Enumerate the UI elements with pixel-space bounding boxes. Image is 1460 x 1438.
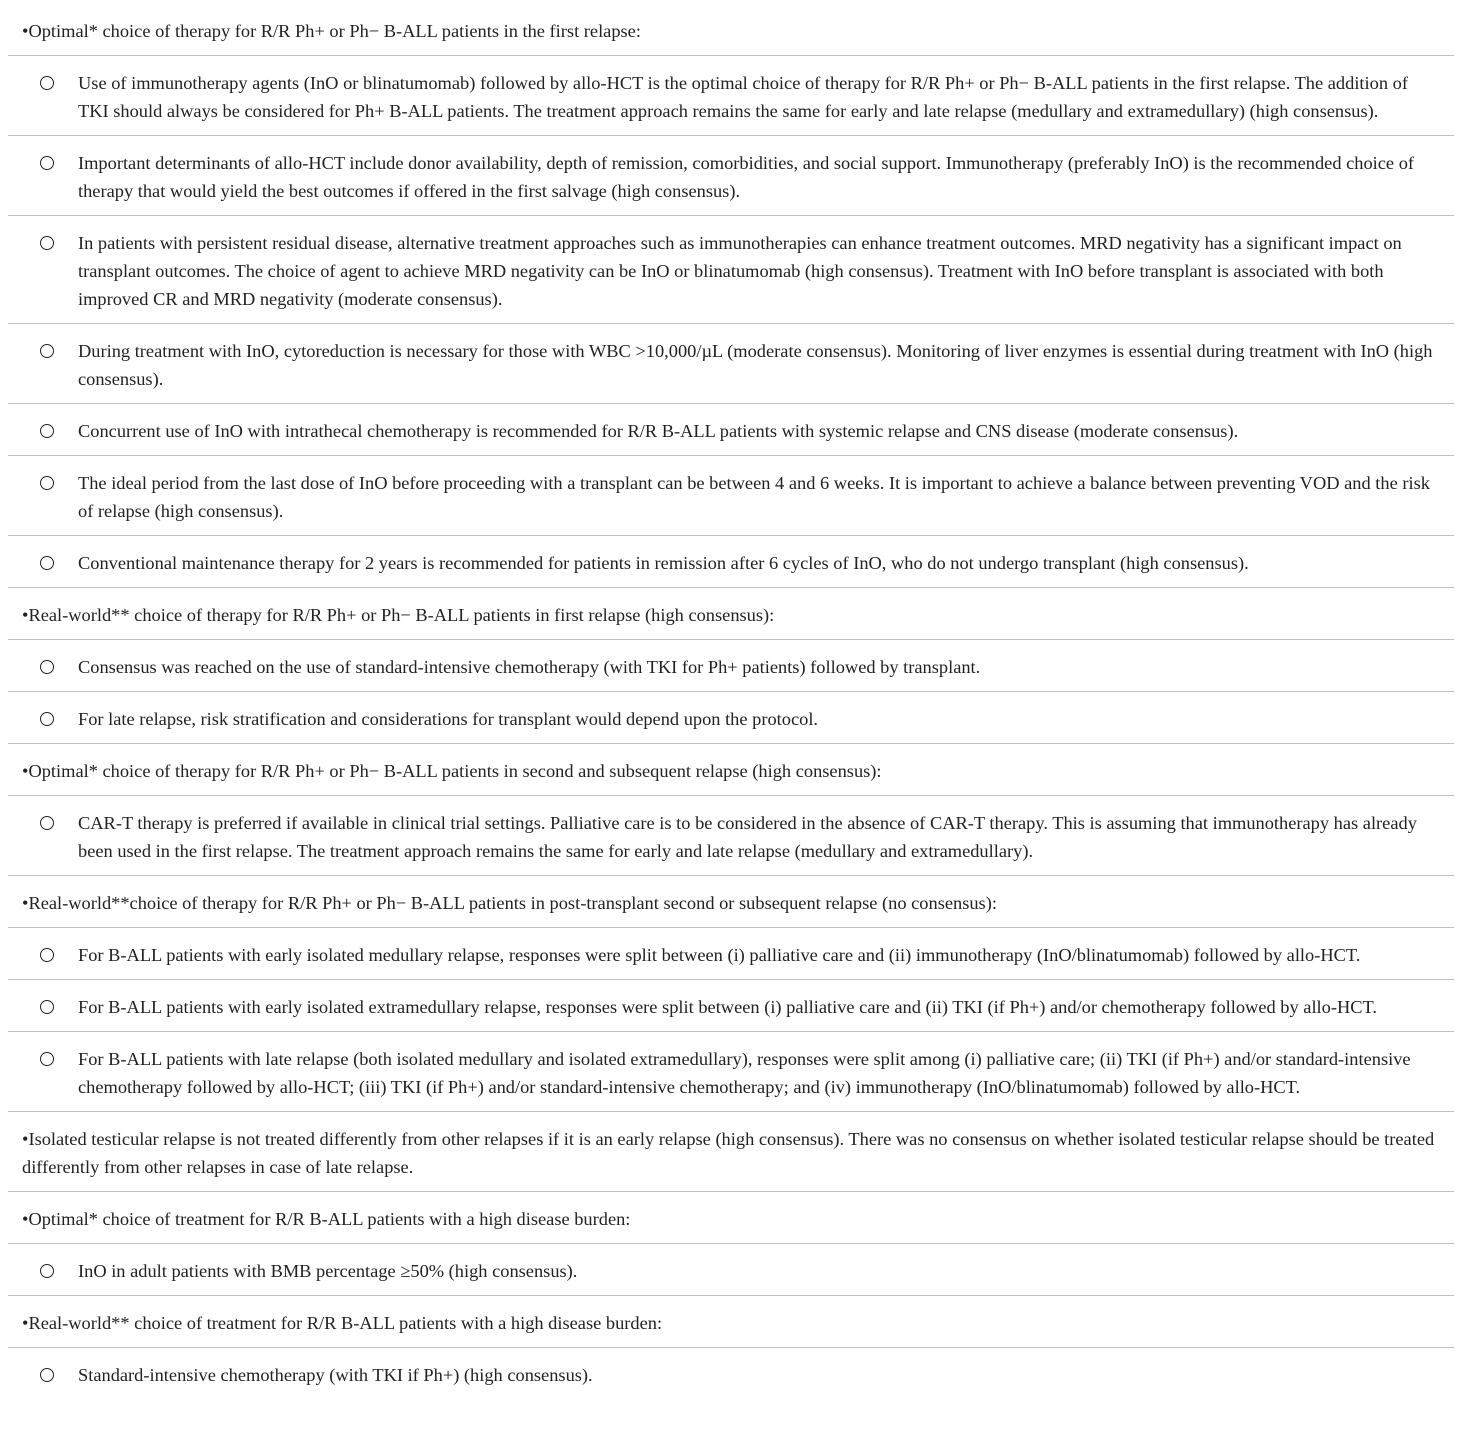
recommendation-text: Consensus was reached on the use of standard-intensive chemotherapy (with TKI for Ph+ patients) followed by transplant. [78,657,981,677]
recommendation-item-row [8,456,1454,536]
section-heading-text: •Optimal* choice of treatment for R/R B-ALL patients with a high disease burden: [22,1209,631,1229]
circle-bullet-icon [40,712,54,726]
recommendation-item-row [8,216,1454,324]
section-heading-text: •Real-world** choice of therapy for R/R Ph+ or Ph− B-ALL patients in first relapse (high consensus): [22,605,775,625]
recommendation-text: For B-ALL patients with early isolated medullary relapse, responses were split between (i) palliative care and (ii) immunotherapy (InO/blinatumomab) followed by allo-HCT. [78,945,1361,965]
circle-bullet-icon [40,1000,54,1014]
recommendation-text: InO in adult patients with BMB percentage ≥50% (high consensus). [78,1261,578,1281]
recommendation-text: During treatment with InO, cytoreduction is necessary for those with WBC >10,000/µL (moderate consensus). Monitoring of liver enzymes is essential during treatment with InO (high consensus). [78,341,1433,389]
circle-bullet-icon [40,816,54,830]
recommendation-item-row [8,1032,1454,1112]
recommendation-item-row [8,404,1454,456]
circle-bullet-icon [40,344,54,358]
section-heading-text: •Real-world**choice of therapy for R/R Ph+ or Ph− B-ALL patients in post-transplant second or subsequent relapse (no consensus): [22,893,997,913]
circle-bullet-icon [40,556,54,570]
circle-bullet-icon [40,76,54,90]
section-heading-row [8,1192,1454,1244]
recommendation-item-row [8,692,1454,744]
recommendation-item-row [8,536,1454,588]
circle-bullet-icon [40,660,54,674]
recommendation-text: For B-ALL patients with late relapse (both isolated medullary and isolated extramedullary), responses were split among (i) palliative care; (ii) TKI (if Ph+) and/or standard-intensive chemotherapy followed by allo-HCT; (iii) TKI (if Ph+) and/or standard-intensive chemotherapy; and (iv) immunotherapy (InO/blinatumomab) followed by allo-HCT. [78,1049,1411,1097]
section-heading-text: •Real-world** choice of treatment for R/R B-ALL patients with a high disease burden: [22,1313,663,1333]
section-heading-row [8,588,1454,640]
circle-bullet-icon [40,948,54,962]
circle-bullet-icon [40,424,54,438]
recommendation-item-row [8,1244,1454,1296]
recommendation-text: Concurrent use of InO with intrathecal chemotherapy is recommended for R/R B-ALL patients with systemic relapse and CNS disease (moderate consensus). [78,421,1239,441]
recommendation-text: In patients with persistent residual disease, alternative treatment approaches such as immunotherapies can enhance treatment outcomes. MRD negativity has a significant impact on transplant outcomes. The choice of agent to achieve MRD negativity can be InO or blinatumomab (high consensus). Treatment with InO before transplant is associated with both improved CR and MRD negativity (moderate consensus). [78,233,1402,309]
circle-bullet-icon [40,1264,54,1278]
section-heading-text: •Isolated testicular relapse is not treated differently from other relapses if it is an early relapse (high consensus). There was no consensus on whether isolated testicular relapse should be treated differently from other relapses in case of late relapse. [22,1129,1435,1177]
section-heading-text: •Optimal* choice of therapy for R/R Ph+ or Ph− B-ALL patients in second and subsequent relapse (high consensus): [22,761,882,781]
circle-bullet-icon [40,476,54,490]
recommendation-item-row [8,640,1454,692]
circle-bullet-icon [40,1368,54,1382]
section-heading-row [8,1112,1454,1192]
recommendation-text: For B-ALL patients with early isolated extramedullary relapse, responses were split between (i) palliative care and (ii) TKI (if Ph+) and/or chemotherapy followed by allo-HCT. [78,997,1377,1017]
recommendation-text: The ideal period from the last dose of InO before proceeding with a transplant can be between 4 and 6 weeks. It is important to achieve a balance between preventing VOD and the risk of relapse (high consensus). [78,473,1430,521]
recommendation-text: Use of immunotherapy agents (InO or blinatumomab) followed by allo-HCT is the optimal choice of therapy for R/R Ph+ or Ph− B-ALL patients in the first relapse. The addition of TKI should always be considered for Ph+ B-ALL patients. The treatment approach remains the same for early and late relapse (medullary and extramedullary) (high consensus). [78,73,1408,121]
recommendation-item-row [8,1348,1454,1399]
section-heading-row [8,4,1454,56]
section-heading-row [8,744,1454,796]
recommendation-text: CAR-T therapy is preferred if available in clinical trial settings. Palliative care is to be considered in the absence of CAR-T therapy. This is assuming that immunotherapy has already been used in the first relapse. The treatment approach remains the same for early and late relapse (medullary and extramedullary). [78,813,1417,861]
section-heading-row [8,1296,1454,1348]
recommendation-item-row [8,928,1454,980]
section-heading-row [8,876,1454,928]
recommendation-text: Important determinants of allo-HCT include donor availability, depth of remission, comorbidities, and social support. Immunotherapy (preferably InO) is the recommended choice of therapy that would yield the best outcomes if offered in the first salvage (high consensus). [78,153,1415,201]
circle-bullet-icon [40,1052,54,1066]
recommendation-text: Conventional maintenance therapy for 2 years is recommended for patients in remission after 6 cycles of InO, who do not undergo transplant (high consensus). [78,553,1249,573]
recommendation-text: Standard-intensive chemotherapy (with TKI if Ph+) (high consensus). [78,1365,593,1385]
circle-bullet-icon [40,236,54,250]
recommendation-text: For late relapse, risk stratification and considerations for transplant would depend upon the protocol. [78,709,819,729]
recommendation-item-row [8,980,1454,1032]
recommendation-item-row [8,136,1454,216]
recommendation-item-row [8,324,1454,404]
recommendation-item-row [8,796,1454,876]
recommendation-item-row [8,56,1454,136]
consensus-document [8,4,1454,1399]
section-heading-text: •Optimal* choice of therapy for R/R Ph+ or Ph− B-ALL patients in the first relapse: [22,21,641,41]
circle-bullet-icon [40,156,54,170]
